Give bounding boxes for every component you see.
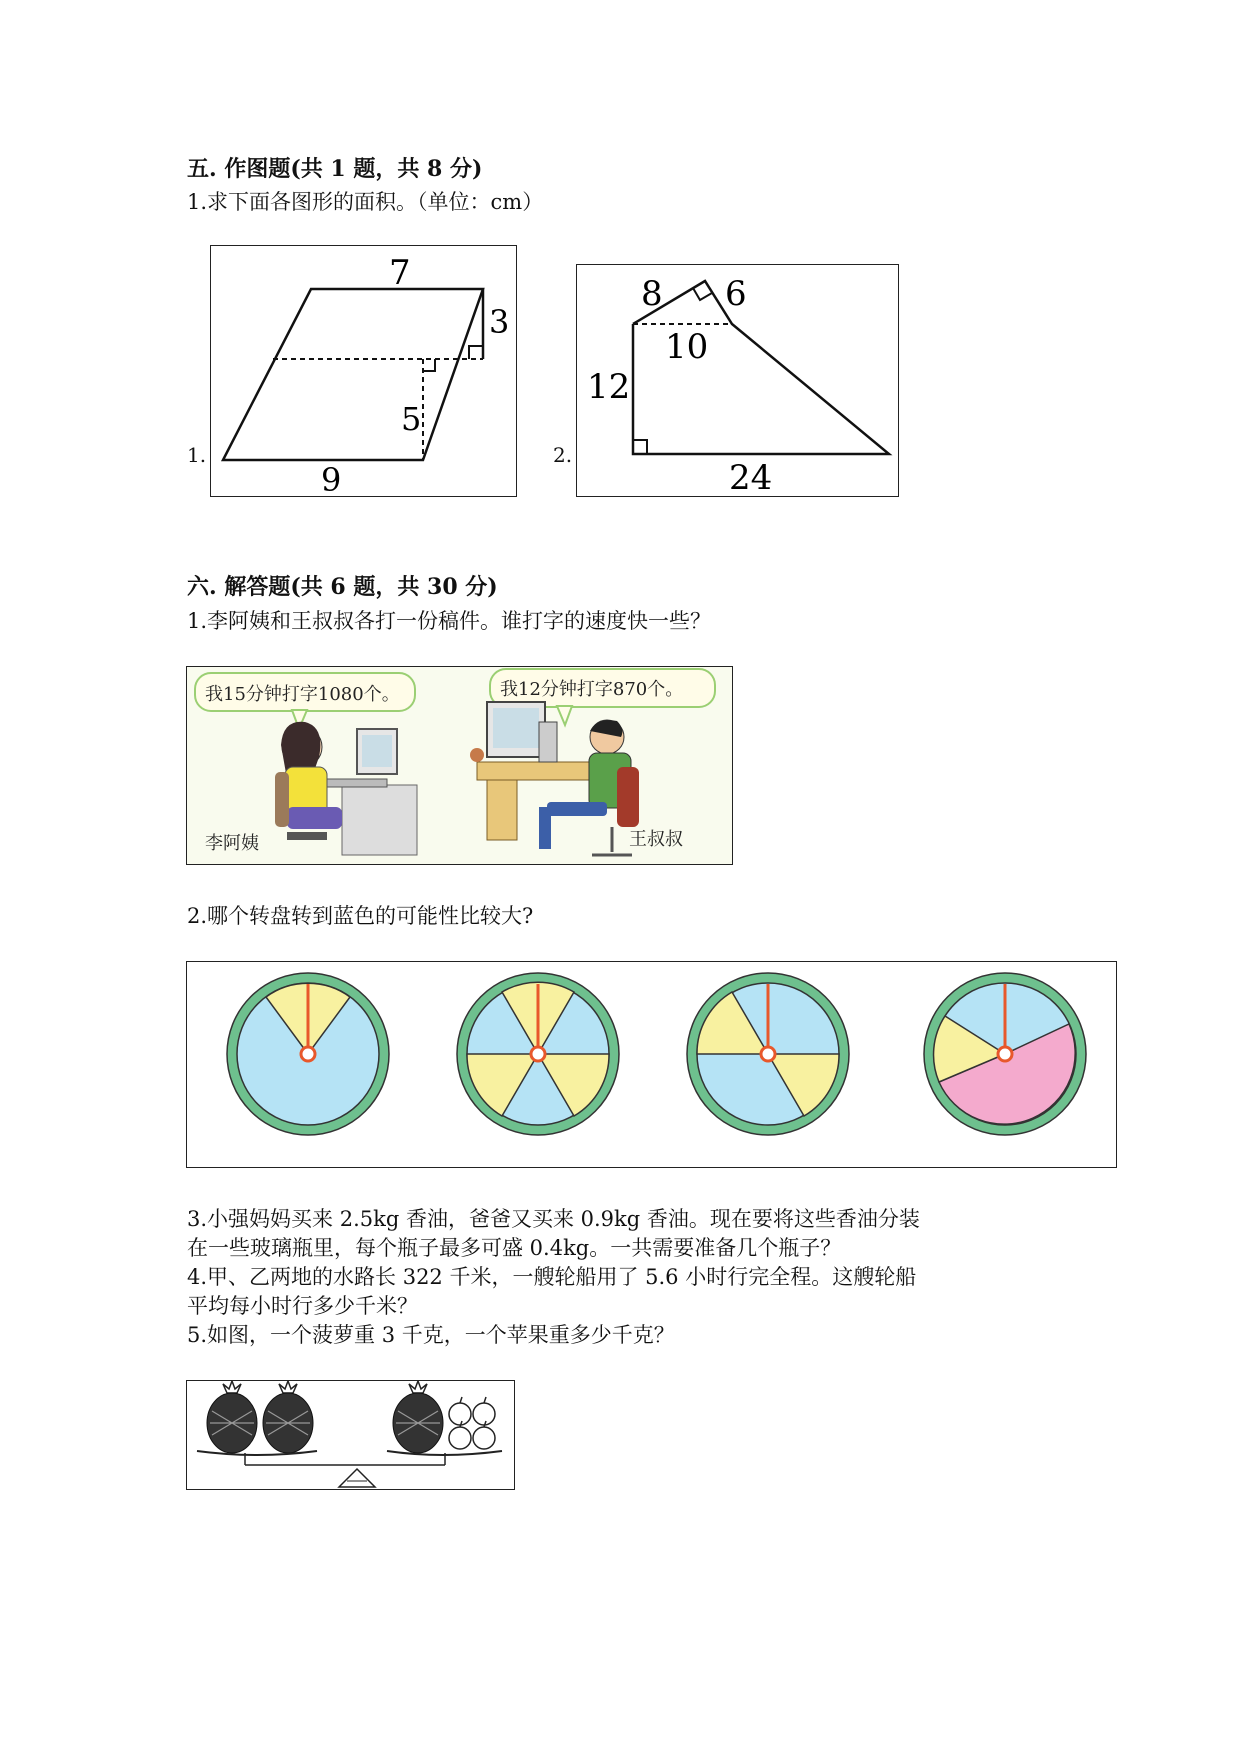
section-5-heading: 五. 作图题(共 1 题，共 8 分) — [187, 156, 483, 182]
figure-2-number: 2. — [553, 443, 573, 467]
figure-1-parallelogram — [210, 245, 517, 497]
spinner-1 — [227, 973, 389, 1135]
spinner-3 — [687, 973, 849, 1135]
figure-2-mid-label: 10 — [665, 327, 709, 367]
balance-scale-illustration — [186, 1380, 515, 1490]
pineapple-icon — [207, 1381, 257, 1453]
question-6-3-line-1: 3.小强妈妈买来 2.5kg 香油，爸爸又买来 0.9kg 香油。现在要将这些香油分装 — [187, 1207, 920, 1231]
apple-icon — [449, 1397, 495, 1449]
figure-2-slant-right-label: 6 — [725, 274, 747, 314]
pineapple-icon — [263, 1381, 313, 1453]
figure-1-height-label: 5 — [401, 400, 422, 438]
question-5-1: 1.求下面各图形的面积。（单位：cm） — [187, 190, 544, 214]
typing-illustration — [186, 666, 733, 865]
spinners-box — [186, 961, 1117, 1168]
pineapple-icon — [393, 1381, 443, 1453]
spinner-4 — [924, 973, 1086, 1135]
figure-1-right-label: 3 — [489, 303, 510, 341]
figure-1-number: 1. — [187, 443, 207, 467]
question-6-2: 2.哪个转盘转到蓝色的可能性比较大? — [187, 904, 534, 928]
question-6-5: 5.如图，一个菠萝重 3 千克，一个苹果重多少千克？ — [187, 1323, 675, 1347]
figure-1-bottom-label: 9 — [321, 461, 342, 496]
question-6-1: 1.李阿姨和王叔叔各打一份稿件。谁打字的速度快一些？ — [187, 609, 712, 633]
figure-1-top-label: 7 — [389, 253, 411, 293]
name-left: 李阿姨 — [205, 833, 259, 854]
bubble-right-text: 我12分钟打字870个。 — [500, 679, 684, 700]
bubble-left-text: 我15分钟打字1080个。 — [205, 684, 400, 705]
question-6-3-line-2: 在一些玻璃瓶里，每个瓶子最多可盛 0.4kg。一共需要准备几个瓶子？ — [187, 1236, 842, 1260]
section-6-heading: 六. 解答题(共 6 题，共 30 分) — [187, 574, 498, 600]
figure-2-left-label: 12 — [587, 367, 631, 407]
name-right: 王叔叔 — [629, 829, 683, 850]
figure-2-trapezoid — [576, 264, 899, 497]
question-6-4-line-1: 4.甲、乙两地的水路长 322 千米，一艘轮船用了 5.6 小时行完全程。这艘轮船 — [187, 1265, 917, 1289]
question-6-4-line-2: 平均每小时行多少千米？ — [187, 1294, 418, 1318]
figure-2-slant-left-label: 8 — [641, 274, 663, 314]
figure-2-bottom-label: 24 — [729, 458, 773, 496]
spinner-2 — [457, 973, 619, 1135]
